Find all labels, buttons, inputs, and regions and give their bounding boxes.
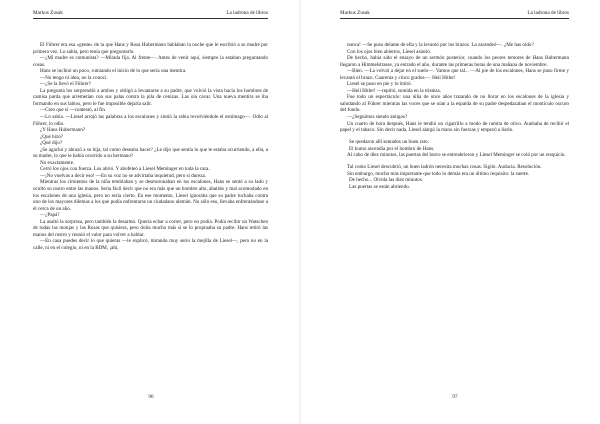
paragraph: —En casa puedes decir lo que quieras —le explicó, mirando muy serio la mejilla de Liesel—, pero no en la calle, ni en el colegio, ni en la BDM, ¡ahí, — [33, 238, 268, 251]
page-number: 97 — [452, 394, 458, 400]
paragraph: Fue todo un espectáculo: una niña de once años tratando de no llorar en los escalones de la iglesia y saludando al Führer mientras las voces que se oían a la espalda de su padre despedazaban el montículo oscuro del fondo. — [340, 94, 569, 114]
paragraph: Con los ojos bien abiertos, Liesel asintió. — [347, 48, 432, 55]
paragraph: nunca! —Se puso delante de ella y la levantó por los brazos. La zarandeó—. ¿Me has oído? — [347, 42, 534, 48]
paragraph: ¿Qué hizo? — [40, 133, 64, 140]
right-page — [300, 0, 600, 424]
running-header-author: Markus Zusak — [340, 10, 370, 16]
paragraph: Liesel se puso en pie y lo imitó. — [347, 81, 412, 88]
paragraph: —No tengo ni idea, no la conocí. — [40, 74, 108, 81]
paragraph: Cerró los ojos con fuerza. Los abrió. Y abofeteó a Liesel Meminger en toda la cara. — [40, 166, 210, 173]
paragraph: La asaltó la sorpresa, pero también la desarmó. Quería echar a correr, pero no podía. Podía recibir un Watschen de todas las monjas y las Rosas que quisiera, pero dolía mucho más si se lo propinaba su padre. Hans retiró las manos del rostro y reunió el valor para volver a hablar. — [33, 218, 268, 238]
paragraph: —Bien. —La volvió a dejar en el suelo—. Vamos que tal... —Al pie de los escalones, Hans se puso firme y levantó el brazo. Cuarenta y cinco grados—. Heil Hitler! — [340, 68, 569, 81]
body-text — [33, 42, 268, 252]
paragraph: —¿Seguimos siendo amigos? — [347, 114, 408, 121]
paragraph: —¿Se la llevó el Führer? — [40, 81, 91, 88]
paragraph: ¿Se agachó y abrazó a su hija, tal como deseaba hacer? ¿Le dijo que sentía lo que le estaba ocurriendo, a ella, a su madre, lo que le había ocurrido a su hermano? — [33, 146, 268, 160]
paragraph: —Lo sabía. —Liesel arrojó las palabras a los escalones y sintió la rabia revolviéndole el estómago—. Odio al Führer, lo odio. — [33, 114, 268, 127]
paragraph: ¿Qué dijo? — [40, 140, 63, 147]
paragraph: Mientras los cimientos de la niña temblaban y se desmoronaban en los escalones, Hans se sentó a su lado y ocultó su rostro entre las manos. Sería fácil decir que no era más que un hombre alto, abatido y mal acomodado en los escalones de una iglesia, pero no sería cierto. En ese momento, Liesel ignoraba que su padre luchaba contra uno de los mayores dilemas a los que podía enfrentarse un ciudadano alemán. No sólo eso, llevaba enfrentándose a él cerca de un año. — [33, 179, 268, 212]
paragraph: Al cabo de diez minutos, las puertas del burro se entreabrieron y Liesel Meminger se coló por un resquicio. — [347, 152, 566, 159]
paragraph: La pregunta los sorprendió a ambos y obligó a levantarse a su padre, que volvió la vista hacia los hombres de camisa parda que arremetían con sus palas contra la pila de cenizas. Las oía cavar. Una nueva mentira se iba formando en sus labios, pero le fue imposible dejarla salir. — [33, 87, 268, 107]
paragraph: Un cuarto de hora después, Hans le tendió un cigarrillo a modo de ramita de olivo. Aunbaba de recibir el papel y el tabaco. Sin decir nada, Liesel alargó la mano sin fuerzas y empezó a liarlo. — [340, 120, 569, 134]
paragraph: —Heil Hitler! —repitió, sumida en la tristeza. — [347, 87, 441, 94]
page-number: 96 — [148, 394, 154, 400]
header-rule — [33, 18, 268, 19]
header-rule — [340, 18, 569, 19]
paragraph: No exactamente. — [40, 159, 75, 166]
running-header-author: Markus Zusak — [33, 10, 63, 16]
body-text — [340, 42, 569, 190]
paragraph: —¡No vuelvas a decir eso! —En su voz no se advirtaba inquietud, pero sí dureza. — [40, 172, 207, 179]
stanza-line: Se quedaron allí sentados un buen rato. — [349, 139, 429, 146]
stanza-line: De hecho... Olvida las diez minutos. — [349, 177, 423, 184]
paragraph: —Creo que sí —contestó, al fin. — [40, 107, 107, 114]
paragraph: —¿Papá? — [40, 212, 60, 219]
stanza-line: El humo ascendía por el hombro de Hans. — [349, 145, 435, 152]
paragraph: El Führer era esa «gente» de la que Hans y Rosa Hubermann hablaban la noche que le escribió a su madre por primera vez. Lo sabía, pero tenía que preguntarlo. — [33, 42, 268, 55]
stanza-line: Las puertas se están abriendo. — [349, 183, 410, 190]
paragraph: ¿Y Hans Hubermann? — [40, 127, 86, 134]
paragraph: —¿Mi madre es comunista? —Mirada fija. Al frente—. Antes de venir aquí, siempre la estaban preguntando cosas. — [33, 55, 268, 68]
paragraph: De hecho, había sido el ensayo de un sermón posterior, cuando los peores temores de Hans Hubermann llegaron a Himmelstrasse, ya entrado el año, durante las primeras horas de una mañana de noviembre. — [340, 55, 569, 68]
running-header-title: La ladrona de libros — [527, 10, 569, 16]
running-header-title: La ladrona de libros — [226, 10, 268, 16]
paragraph: Tal como Liesel descubrió, un buen ladrón necesita muchas cosas. Sigilo. Audacia. Resolución. — [347, 164, 542, 171]
paragraph: Sin embargo, mucho más importante que todo lo demás era un último requisito: la suerte. — [347, 170, 530, 177]
paragraph: Hans se inclinó un poco, rumiando el inicio de lo que sería una mentira. — [40, 68, 187, 75]
